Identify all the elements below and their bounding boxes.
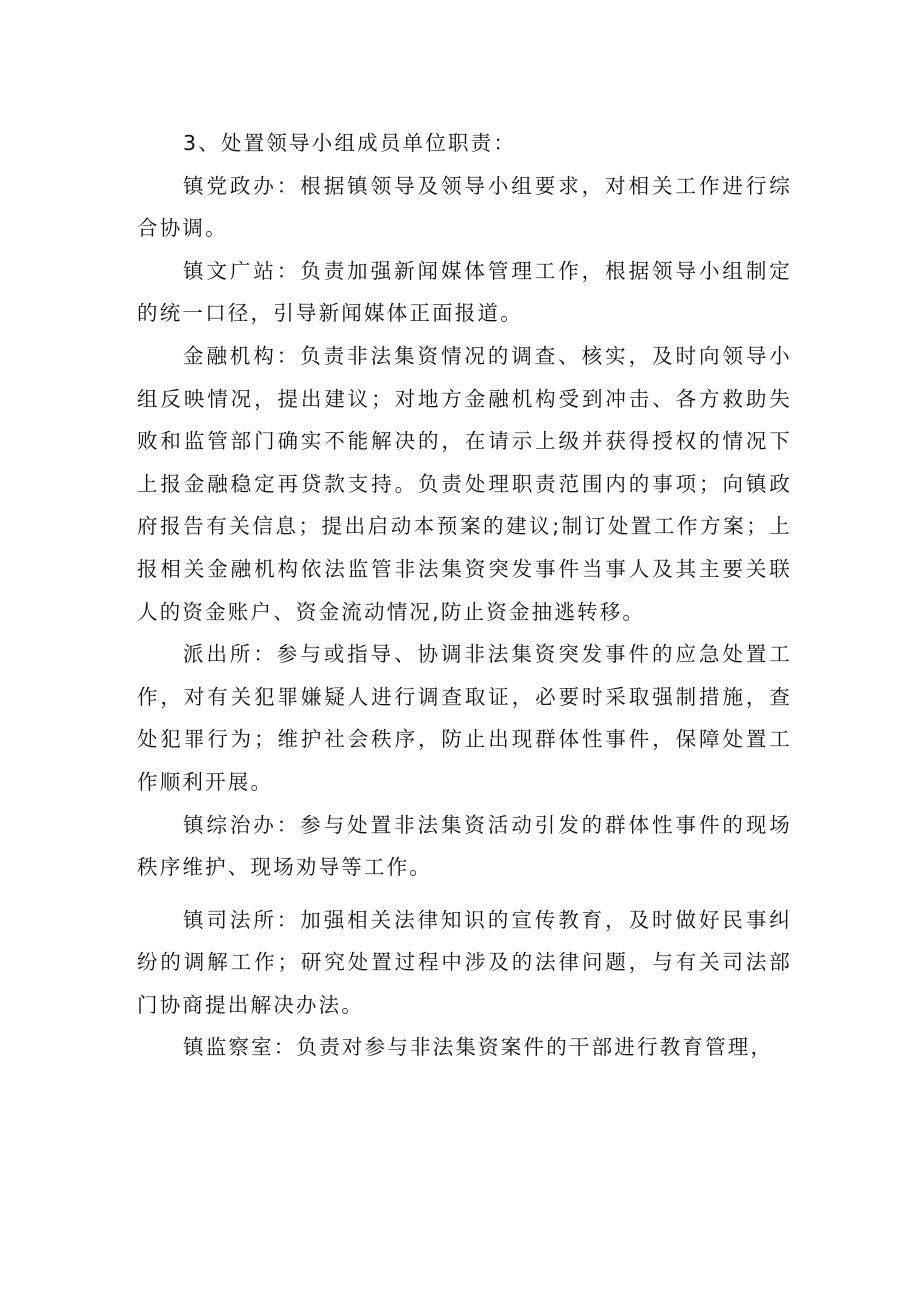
paragraph-comprehensive-office: 镇综治办：参与处置非法集资活动引发的群体性事件的现场秩序维护、现场劝导等工作。 [137, 812, 792, 880]
paragraph-supervision-office: 镇监察室：负责对参与非法集资案件的干部进行教育管理， [183, 1035, 774, 1060]
paragraph-party-office: 镇党政办：根据镇领导及领导小组要求，对相关工作进行综合协调。 [137, 173, 792, 241]
section-heading: 3、处置领导小组成员单位职责： [183, 131, 517, 155]
paragraph-financial-institutions: 金融机构：负责非法集资情况的调查、核实，及时向领导小组反映情况，提出建议；对地方金融机构受到冲击、各方救助失败和监管部门确实不能解决的，在请示上级并获得授权的情况下上报金融稳定再贷款支持。负责处理职责范围内的事项；向镇政府报告有关信息；提出启动本预案的建议;制订处置工作方案；上报相关金融机构依法监管非法集资突发事件当事人及其主要关联人的资金账户、资金流动情况,防止资金抽逃转移。 [137, 343, 792, 624]
paragraph-culture-station: 镇文广站：负责加强新闻媒体管理工作，根据领导小组制定的统一口径，引导新闻媒体正面报道。 [137, 258, 792, 326]
paragraph-police-station: 派出所：参与或指导、协调非法集资突发事件的应急处置工作，对有关犯罪嫌疑人进行调查取证，必要时采取强制措施，查处犯罪行为；维护社会秩序，防止出现群体性事件，保障处置工作顺利开展。 [137, 642, 792, 794]
paragraph-judicial-office: 镇司法所：加强相关法律知识的宣传教育，及时做好民事纠纷的调解工作；研究处置过程中涉及的法律问题，与有关司法部门协商提出解决办法。 [137, 907, 792, 1017]
